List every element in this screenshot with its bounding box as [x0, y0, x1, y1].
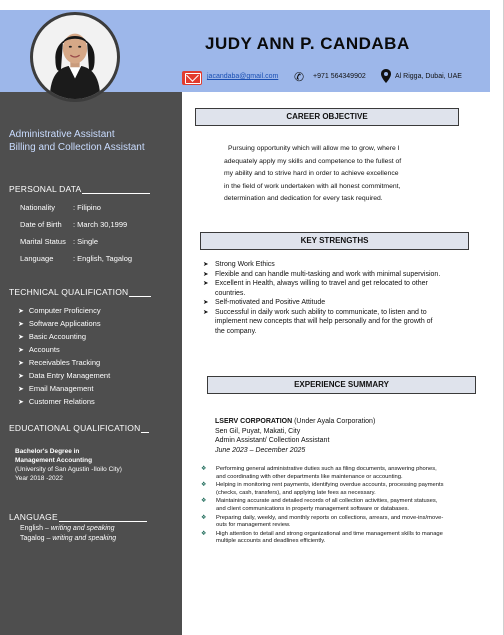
- list-item: ➤ Computer Proficiency: [18, 305, 110, 318]
- list-item: ❖ Preparing daily, weekly, and monthly reports on collections, arrears, and move-ins/move-outs for management review.: [201, 515, 446, 530]
- experience-summary-heading: EXPERIENCE SUMMARY: [207, 376, 476, 394]
- key-strengths-list: [203, 260, 443, 336]
- list-item: ➤ Data Entry Management: [18, 370, 110, 383]
- job-entry: LSERV CORPORATION (Under Ayala Corporation) Sen Gil, Puyat, Makati, City Admin Assistant/ Collection Assistant June 2023 – December 2025: [215, 418, 376, 454]
- list-item: ❖ Performing general administrative duties such as filing documents, answering phones, and coordinating with other departments like maintenance or accounting.: [201, 466, 446, 481]
- location-text: Al Rigga, Dubai, UAE: [395, 73, 462, 80]
- personal-row-language: Language : English, Tagalog: [20, 254, 133, 263]
- list-item: ➤ Basic Accounting: [18, 331, 110, 344]
- language-list: [20, 524, 116, 544]
- personal-data-heading: PERSONAL DATA: [9, 184, 150, 194]
- phone-number: +971 564349902: [313, 73, 366, 80]
- list-item: ➤ Customer Relations: [18, 396, 110, 409]
- list-item: ➤ Self-motivated and Positive Attitude: [203, 298, 443, 308]
- list-item: ➤ Email Management: [18, 383, 110, 396]
- list-item: ➤ Strong Work Ethics: [203, 260, 443, 270]
- map-pin-icon: [381, 69, 391, 83]
- list-item: ➤ Software Applications: [18, 318, 110, 331]
- contact-bar: [182, 68, 490, 88]
- email-icon: [182, 71, 202, 85]
- company-address: Sen Gil, Puyat, Makati, City: [215, 427, 301, 435]
- list-item: ➤ Accounts: [18, 344, 110, 357]
- education-heading: EDUCATIONAL QUALIFICATION: [9, 423, 149, 433]
- profile-photo: [30, 12, 120, 102]
- list-item: ➤ Flexible and can handle multi-tasking and work with minimal supervision.: [203, 270, 443, 280]
- list-item: ➤ Excellent in Health, always willing to travel and get relocated to other countries.: [203, 279, 443, 298]
- key-strengths-heading: KEY STRENGTHS: [200, 232, 469, 250]
- language-heading: LANGUAGE: [9, 512, 147, 522]
- list-item: ❖ High attention to detail and strong organizational and time management skills to manage multiple accounts and deadlines efficiently.: [201, 531, 446, 546]
- education-details: Bachelor's Degree in Management Accounting (University of San Agustin -Iloilo City) Year 2018 -2022: [15, 448, 122, 482]
- list-item: ❖ Maintaining accurate and detailed records of all collection activities, payment statuses, and client communications in property management software or databases.: [201, 498, 446, 513]
- list-item: Tagalog – writing and speaking: [20, 535, 117, 542]
- sidebar: [0, 92, 182, 635]
- career-objective-text: Pursuing opportunity which will allow me to grow, where I adequately apply my skills and competence to the fullest of my ability and to strive hard in order to achieve excellence in the field of work undertaken with all honest commitment, determination and dedication for every task required.: [224, 145, 402, 202]
- career-objective-heading: CAREER OBJECTIVE: [195, 108, 459, 126]
- phone-icon: ✆: [294, 70, 305, 84]
- job-title: Admin Assistant/ Collection Assistant: [215, 437, 330, 444]
- job-dates: June 2023 – December 2025: [215, 446, 306, 454]
- list-item: ➤ Successful in daily work such ability to communicate, to listen and to implement new concepts that will help personally and for the growth of the company.: [203, 308, 443, 337]
- personal-row-dob: Date of Birth : March 30,1999: [20, 220, 128, 229]
- list-item: English – writing and speaking: [20, 525, 115, 532]
- company-name: LSERV CORPORATION: [215, 418, 293, 425]
- role-title: Administrative Assistant Billing and Collection Assistant: [9, 129, 145, 153]
- job-duties-list: [201, 466, 446, 547]
- email-link[interactable]: jacandaba@gmail.com: [207, 73, 279, 80]
- personal-row-nationality: Nationality : Filipino: [20, 203, 101, 212]
- personal-row-marital-status: Marital Status : Single: [20, 237, 99, 246]
- technical-skill-list: [18, 305, 110, 409]
- candidate-name: JUDY ANN P. CANDABA: [205, 34, 410, 53]
- list-item: ➤ Receivables Tracking: [18, 357, 110, 370]
- technical-heading: TECHNICAL QUALIFICATION: [9, 287, 151, 297]
- list-item: ❖ Helping in monitoring rent payments, identifying overdue accounts, processing payments (checks, cash, transfers), and applying late fees as necessary.: [201, 482, 446, 497]
